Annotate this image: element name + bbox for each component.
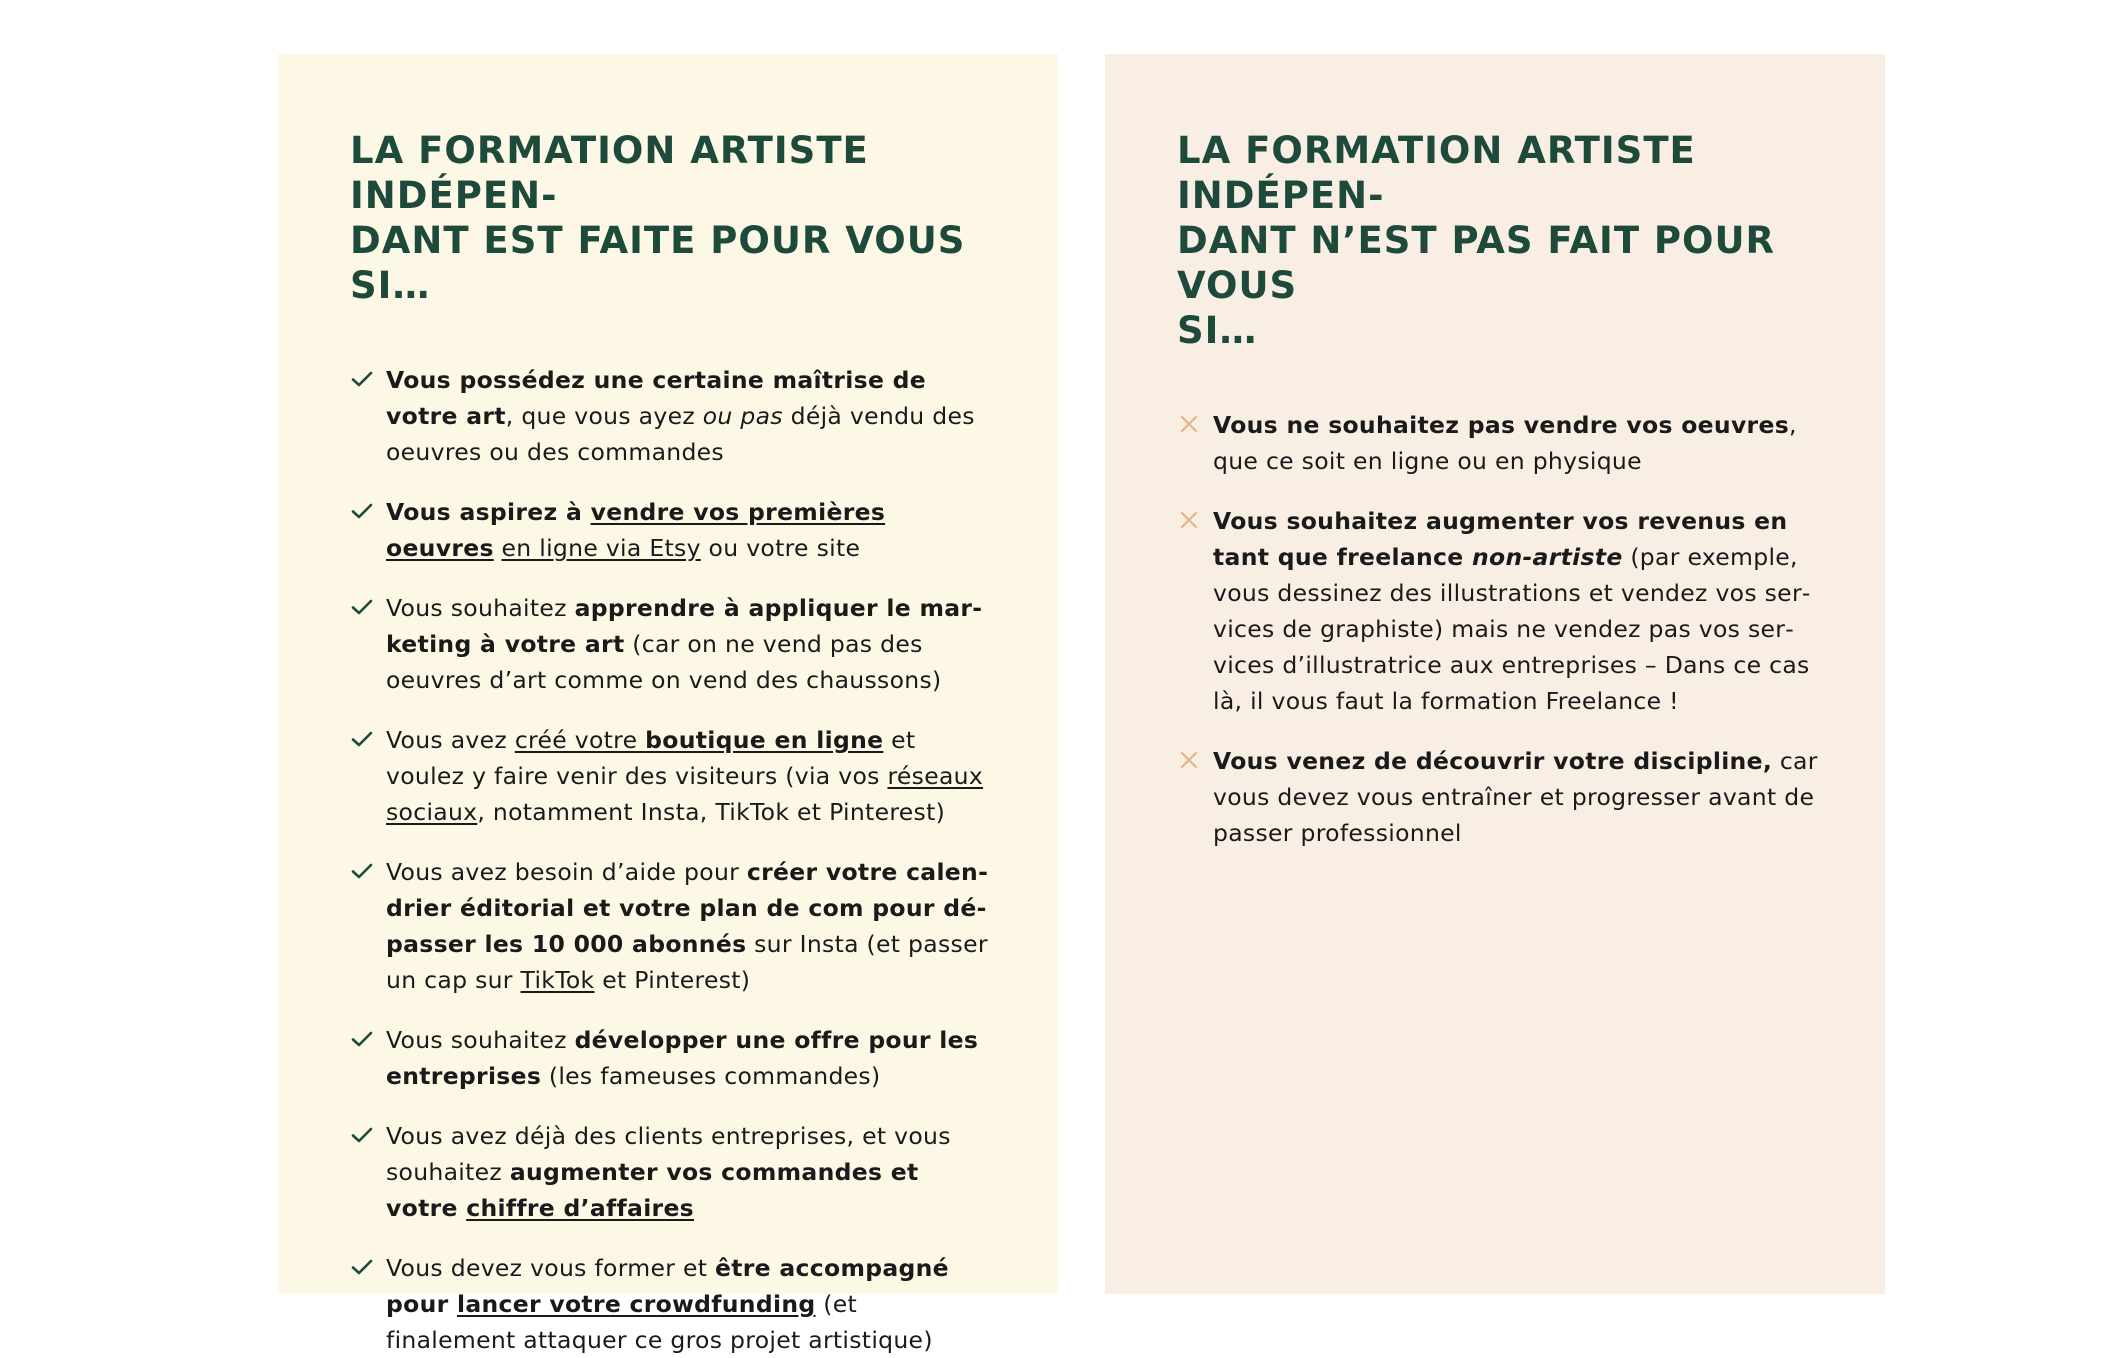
item-link[interactable]: en ligne via Etsy [501, 534, 701, 562]
item-text: Vous souhaitez [386, 594, 575, 622]
check-icon [350, 499, 374, 523]
item-text: augmenter vos commandes et votre [386, 1158, 919, 1222]
cross-icon [1177, 748, 1201, 772]
item-link[interactable]: lancer votre crowdfunding [456, 1290, 816, 1318]
item-text: déjà vendu des oeuvres ou des commandes [386, 402, 975, 466]
item-text: Vous avez besoin d’aide pour [386, 858, 747, 886]
item-text: sur Insta (et passer un cap sur [386, 930, 988, 994]
item-text: Vous souhaitez [386, 1026, 575, 1054]
item-text: et voulez y faire venir des visiteurs (via vos [386, 726, 916, 790]
item-text [494, 534, 502, 562]
list-item [1177, 743, 1819, 851]
item-link[interactable]: créé votre [514, 726, 646, 754]
item-text: , que ce soit en ligne ou en physique [1213, 411, 1797, 475]
list-item [350, 1022, 992, 1094]
list-item [350, 854, 992, 998]
not-suitable-for-title: LA FORMATION ARTISTE INDÉPEN- DANT N’EST PAS FAIT POUR VOUS SI… [1177, 129, 1776, 352]
item-text: (les fameuses commandes) [541, 1062, 881, 1090]
check-icon [350, 1255, 374, 1279]
suitable-for-panel [278, 54, 1058, 1354]
item-link[interactable]: chiffre d’affaires [466, 1194, 694, 1222]
item-text: Vous avez [386, 726, 515, 754]
check-icon [350, 859, 374, 883]
item-text: Vous venez de découvrir votre discipline, [1213, 747, 1773, 775]
item-text: ou votre site [700, 534, 861, 562]
cross-icon [1177, 508, 1201, 532]
item-link[interactable]: TikTok [520, 966, 595, 994]
item-text: (car on ne vend pas des oeuvres d’art comme on vend des chaussons) [386, 630, 942, 694]
item-text: Vous souhaitez augmenter vos revenus en tant que freelance [1213, 507, 1788, 571]
item-text: ou pas [702, 402, 783, 430]
item-text: , que vous ayez [505, 402, 703, 430]
item-text: non-artiste [1472, 543, 1623, 571]
item-link[interactable]: boutique en ligne [645, 726, 884, 754]
list-item [350, 722, 992, 830]
item-text: être accompagné pour [386, 1254, 949, 1318]
item-text: Vous possédez une certaine maîtrise de votre art [386, 366, 927, 430]
not-suitable-for-panel [1105, 54, 1885, 1294]
list-item [350, 590, 992, 698]
item-text: (par exemple, vous dessinez des illustrations et vendez vos services de graphiste) mais ne vendez pas vos services d’illustratrice aux entreprises – Dans ce cas là, il vous faut la formation Freelance ! [1213, 543, 1811, 715]
item-text: Vous ne souhaitez pas vendre vos oeuvres [1213, 411, 1789, 439]
item-text: Vous devez vous former et [386, 1254, 715, 1282]
item-text: créer votre calendrier éditorial et votre plan de com pour dépasser les 10 000 abonnés [386, 858, 988, 958]
item-text: (et finalement attaquer ce gros projet artistique) [386, 1290, 933, 1354]
check-icon [350, 727, 374, 751]
suitable-for-list [350, 362, 992, 1358]
check-icon [350, 595, 374, 619]
list-item [350, 1118, 992, 1226]
item-link[interactable]: vendre vos premières oeuvres [386, 498, 886, 562]
list-item [350, 494, 992, 566]
suitable-for-title: LA FORMATION ARTISTE INDÉPEN- DANT EST FAITE POUR VOUS SI… [350, 129, 966, 307]
item-text: développer une offre pour les entreprises [386, 1026, 979, 1090]
check-icon [350, 367, 374, 391]
check-icon [350, 1123, 374, 1147]
item-text: apprendre à appliquer le marketing à votre art [386, 594, 983, 658]
item-link[interactable]: réseaux sociaux [386, 762, 984, 826]
item-text: et Pinterest) [594, 966, 751, 994]
list-item [1177, 407, 1819, 479]
item-text: , notamment Insta, TikTok et Pinterest) [477, 798, 946, 826]
list-item [1177, 503, 1819, 719]
cross-icon [1177, 412, 1201, 436]
item-text: car vous devez vous entraîner et progresser avant de passer professionnel [1213, 747, 1818, 847]
list-item [350, 362, 992, 470]
check-icon [350, 1027, 374, 1051]
not-suitable-for-list [1177, 407, 1819, 851]
item-text: Vous avez déjà des clients entreprises, et vous souhaitez [386, 1122, 951, 1186]
item-text: Vous aspirez à [386, 498, 591, 526]
list-item [350, 1250, 992, 1358]
